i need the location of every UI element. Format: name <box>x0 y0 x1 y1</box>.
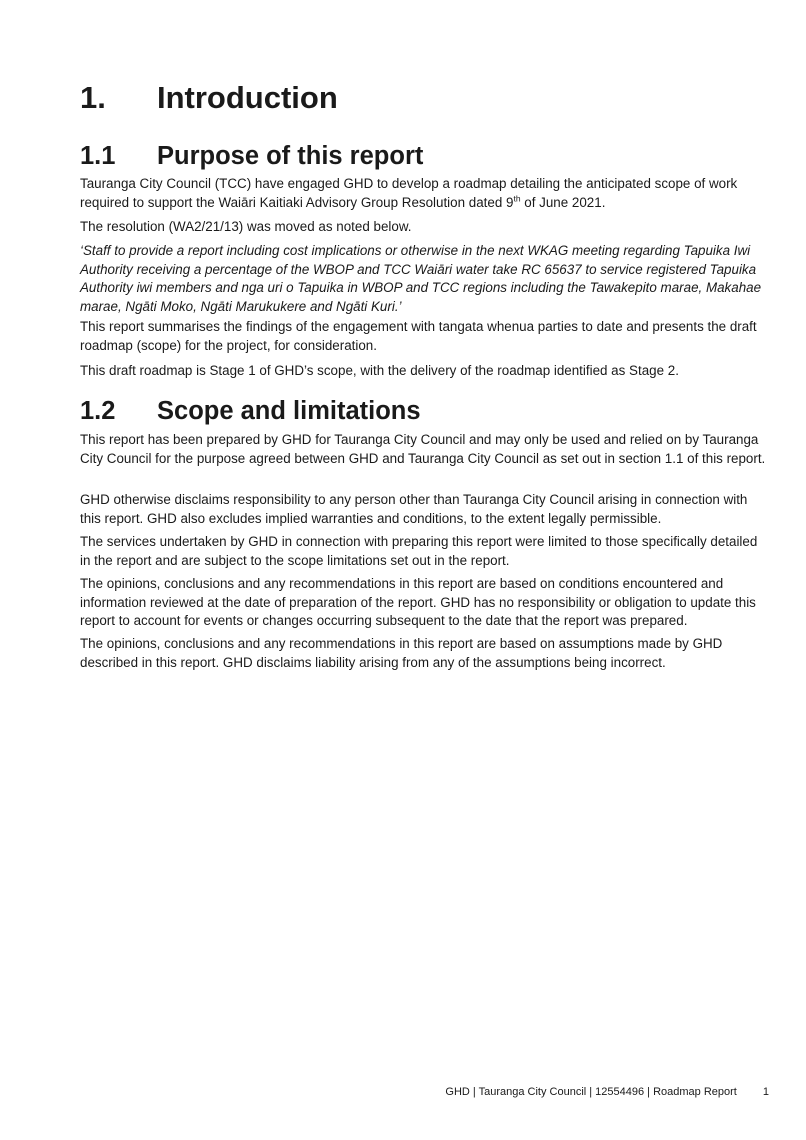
page-number: 1 <box>762 1086 769 1098</box>
scope-paragraph-3: The services undertaken by GHD in connection with preparing this report were limited to those specifically detailed in the report and are subject to the scope limitations set out in the report. <box>80 534 758 568</box>
chapter-title: Introduction <box>157 80 338 115</box>
section-heading-1-2 <box>80 396 421 426</box>
ordinal-superscript: th <box>513 193 521 204</box>
purpose-paragraph-1-text: Tauranga City Council (TCC) have engaged GHD to develop a roadmap detailing the anticipated scope of work required to support the Waiāri Kaitiaki Advisory Group Resolution dated 9 <box>80 176 738 210</box>
purpose-paragraph-1 <box>80 175 770 212</box>
chapter-heading <box>80 80 338 116</box>
section-heading-1-1 <box>80 141 423 171</box>
scope-paragraph-4: The opinions, conclusions and any recommendations in this report are based on conditions encountered and information reviewed at the date of preparation of the report. GHD has no responsibility or obligation to update this report to account for events or changes occurring subsequent to the date that the report was prepared. <box>80 576 756 628</box>
section-title: Scope and limitations <box>157 397 421 425</box>
purpose-paragraph-4: This draft roadmap is Stage 1 of GHD’s scope, with the delivery of the roadmap identified as Stage 2. <box>80 363 679 378</box>
section-title: Purpose of this report <box>157 142 424 170</box>
purpose-paragraph-2: The resolution (WA2/21/13) was moved as noted below. <box>80 219 412 234</box>
footer-text: GHD | Tauranga City Council | 12554496 | Roadmap Report <box>445 1086 737 1098</box>
resolution-quote: ‘Staff to provide a report including cost implications or otherwise in the next WKAG meeting regarding Tapuika Iwi Authority receiving a percentage of the WBOP and TCC Waiāri water take RC 65637 to service registered Tapuika Authority iwi members and nga uri o Tapuika in WBOP and TCC regions including the Tawakepito marae, Makahae marae, Ngāti Moko, Ngāti Marukukere and Ngāti Kuri.’ <box>80 243 762 314</box>
section-number: 1.1 <box>80 142 116 170</box>
section-number: 1.2 <box>80 397 116 425</box>
scope-paragraph-5: The opinions, conclusions and any recommendations in this report are based on assumptions made by GHD described in this report. GHD disclaims liability arising from any of the assumptions being incorrect. <box>80 636 723 670</box>
scope-paragraph-2: GHD otherwise disclaims responsibility to any person other than Tauranga City Council arising in connection with this report. GHD also excludes implied warranties and conditions, to the extent legally permissible. <box>80 492 748 526</box>
page-footer <box>445 1085 769 1099</box>
chapter-number: 1. <box>80 80 106 115</box>
scope-paragraph-1: This report has been prepared by GHD for Tauranga City Council and may only be used and relied on by Tauranga City Council for the purpose agreed between GHD and Tauranga City Council as set out in section 1.1 of this report. <box>80 432 766 466</box>
purpose-paragraph-3: This report summarises the findings of the engagement with tangata whenua parties to date and presents the draft roadmap (scope) for the project, for consideration. <box>80 319 757 353</box>
purpose-paragraph-1-end: of June 2021. <box>520 194 606 210</box>
